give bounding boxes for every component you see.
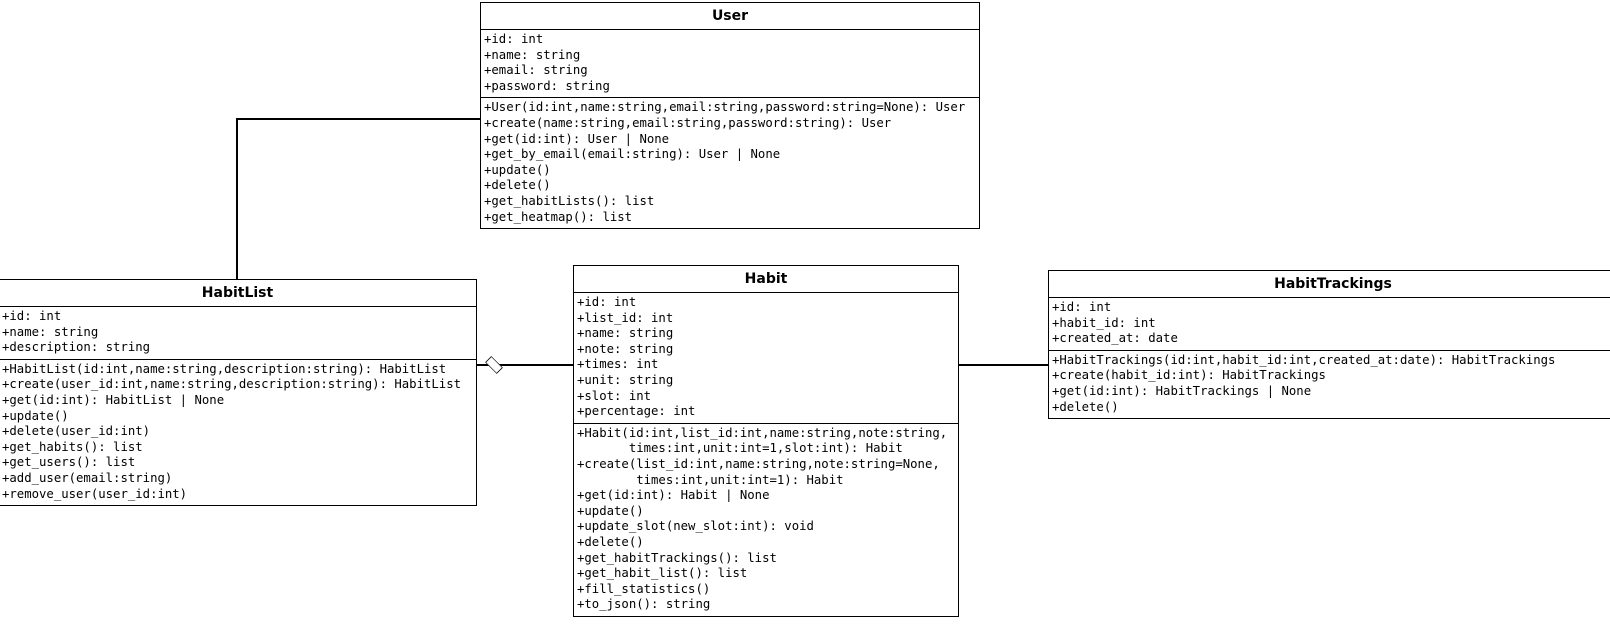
class-title-habitlist: HabitList: [0, 280, 476, 307]
method-row: +update(): [484, 162, 551, 177]
method-row: +delete(user_id:int): [2, 424, 151, 439]
attribute-row: +list_id: int: [577, 310, 674, 325]
attribute-row: +name: string: [484, 47, 581, 62]
class-box-habittrackings[interactable]: [1048, 270, 1610, 419]
edge-user-habitlist-horizontal: [236, 118, 484, 120]
attribute-row: +times: int: [577, 357, 659, 372]
method-row: times:int,unit:int=1,slot:int): Habit: [577, 441, 903, 456]
attributes-user: [481, 30, 979, 97]
method-row: +to_json(): string: [577, 597, 711, 612]
method-row: +get(id:int): Habit | None: [577, 488, 770, 503]
methods-habitlist: [0, 359, 476, 505]
class-title-habittrackings: HabitTrackings: [1049, 271, 1610, 298]
method-row: +HabitList(id:int,name:string,description:string): HabitList: [2, 361, 447, 376]
attribute-row: +habit_id: int: [1052, 315, 1156, 330]
attribute-row: +name: string: [2, 324, 99, 339]
edge-habit-habittrackings: [958, 364, 1050, 366]
attribute-row: +slot: int: [577, 388, 652, 403]
method-row: +update(): [2, 408, 69, 423]
method-row: +create(list_id:int,name:string,note:string=None,: [577, 456, 940, 471]
attribute-row: +id: int: [484, 32, 544, 46]
method-row: +get_by_email(email:string): User | None: [484, 147, 781, 162]
attribute-row: +id: int: [577, 295, 637, 309]
attribute-row: +unit: string: [577, 372, 674, 387]
class-box-habit[interactable]: [573, 265, 959, 617]
class-box-habitlist[interactable]: [0, 279, 477, 506]
attribute-row: +id: int: [1052, 300, 1112, 314]
methods-habittrackings: [1049, 350, 1610, 418]
method-row: +remove_user(user_id:int): [2, 486, 188, 501]
attribute-row: +email: string: [484, 63, 588, 78]
attribute-row: +password: string: [484, 78, 610, 93]
attributes-habit: [574, 293, 958, 423]
attribute-row: +name: string: [577, 326, 674, 341]
attribute-row: +percentage: int: [577, 404, 696, 419]
attribute-row: +created_at: date: [1052, 331, 1178, 346]
method-row: +HabitTrackings(id:int,habit_id:int,created_at:date): HabitTrackings: [1052, 352, 1556, 367]
edge-user-habitlist-vertical: [236, 118, 238, 290]
class-title-user: User: [481, 3, 979, 30]
method-row: +add_user(email:string): [2, 470, 173, 485]
method-row: +update_slot(new_slot:int): void: [577, 519, 814, 534]
attribute-row: +description: string: [2, 340, 151, 355]
attribute-row: +id: int: [2, 309, 62, 323]
method-row: +delete(): [484, 178, 551, 193]
method-row: +create(user_id:int,name:string,description:string): HabitList: [2, 377, 462, 392]
method-row: +delete(): [577, 534, 644, 549]
method-row: +get(id:int): User | None: [484, 131, 670, 146]
method-row: +get_habitTrackings(): list: [577, 550, 777, 565]
method-row: +User(id:int,name:string,email:string,password:string=None): User: [484, 100, 966, 115]
method-row: +Habit(id:int,list_id:int,name:string,note:string,: [577, 425, 948, 440]
method-row: +get_habitLists(): list: [484, 193, 655, 208]
method-row: +get(id:int): HabitList | None: [2, 392, 225, 407]
method-row: +create(name:string,email:string,password:string): User: [484, 115, 892, 130]
attribute-row: +note: string: [577, 341, 674, 356]
class-title-habit: Habit: [574, 266, 958, 293]
method-row: +create(habit_id:int): HabitTrackings: [1052, 368, 1326, 383]
attributes-habitlist: [0, 307, 476, 359]
method-row: +update(): [577, 503, 644, 518]
method-row: +get(id:int): HabitTrackings | None: [1052, 383, 1312, 398]
method-row: +get_habits(): list: [2, 439, 143, 454]
class-box-user[interactable]: [480, 2, 980, 229]
methods-user: [481, 97, 979, 228]
method-row: +fill_statistics(): [577, 581, 711, 596]
method-row: +get_users(): list: [2, 455, 136, 470]
method-row: +get_heatmap(): list: [484, 209, 633, 224]
attributes-habittrackings: [1049, 298, 1610, 350]
method-row: +delete(): [1052, 399, 1119, 414]
method-row: times:int,unit:int=1): Habit: [577, 472, 844, 487]
method-row: +get_habit_list(): list: [577, 566, 748, 581]
methods-habit: [574, 423, 958, 616]
